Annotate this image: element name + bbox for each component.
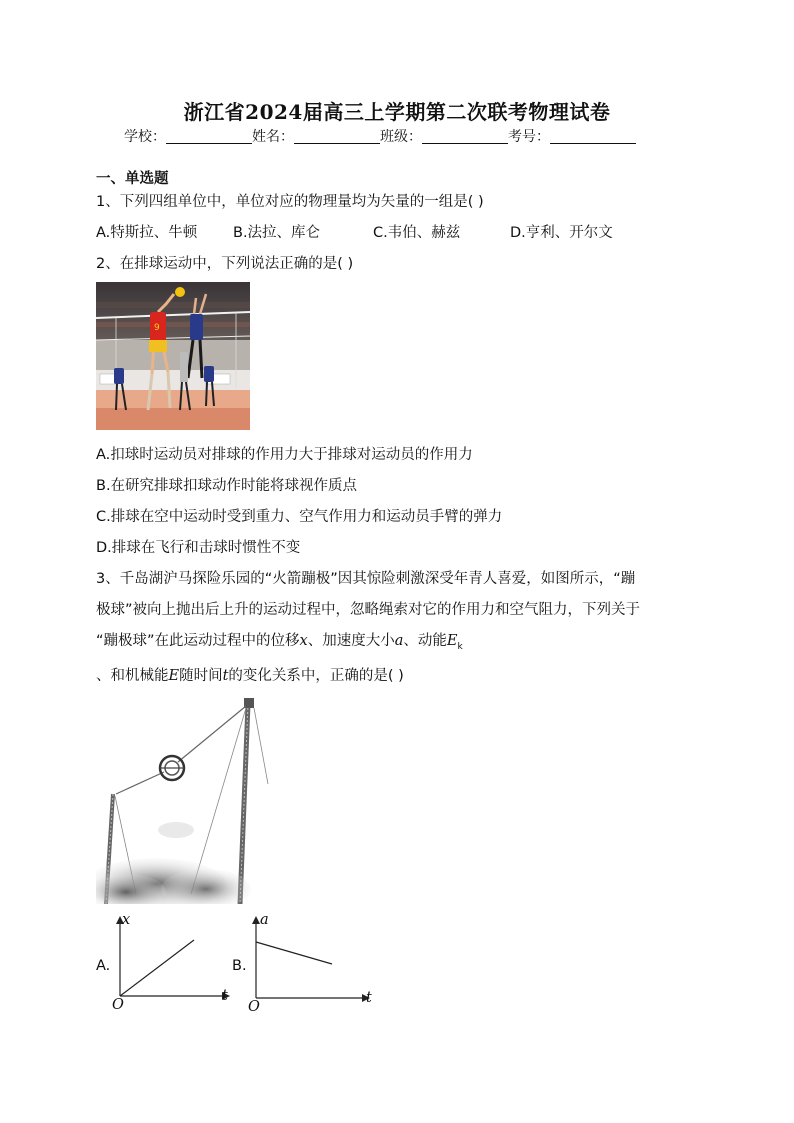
q2-option-d[interactable]: D.排球在飞行和击球时惯性不变	[96, 540, 301, 556]
var-x: x	[299, 633, 308, 649]
q3-stem-line4	[96, 664, 404, 685]
q1-option-b[interactable]: B.法拉、库仑	[233, 225, 321, 241]
section-heading: 一、单选题	[96, 171, 169, 187]
var-t: t	[222, 668, 229, 684]
student-info-row	[124, 126, 636, 146]
exam-no-blank[interactable]	[550, 129, 636, 144]
q3-stem-line2: 极球”被向上抛出后上升的运动过程中，忽略绳索对它的作用力和空气阻力，下列关于	[96, 602, 641, 618]
graph-b-origin: O	[248, 999, 260, 1015]
var-a: a	[394, 633, 404, 649]
q2-option-b[interactable]: B.在研究排球扣球动作时能将球视作质点	[96, 478, 358, 494]
q1-stem: 1、下列四组单位中，单位对应的物理量均为矢量的一组是( )	[96, 194, 484, 210]
q2-stem: 2、在排球运动中，下列说法正确的是( )	[96, 256, 354, 272]
var-ek-subscript: k	[457, 641, 463, 652]
q3-line3-text-a: “蹦极球”在此运动过程中的位移	[96, 633, 300, 649]
name-label: 姓名：	[252, 129, 294, 145]
q3-stem-line1: 3、千岛湖沪马探险乐园的“火箭蹦极”因其惊险刺激深受年青人喜爱，如图所示，“蹦	[96, 571, 636, 587]
school-blank[interactable]	[166, 129, 252, 144]
q1-option-d[interactable]: D.亨利、开尔文	[510, 225, 613, 241]
q3-line3-text-b: 、加速度大小	[307, 633, 395, 649]
q3-line4-text-c: 的变化关系中，正确的是( )	[228, 668, 404, 684]
class-label: 班级：	[380, 129, 422, 145]
svg-text:9: 9	[154, 323, 160, 333]
exam-title: 浙江省2024届高三上学期第二次联考物理试卷	[183, 100, 611, 124]
q3-line4-text-b: 随时间	[179, 668, 223, 684]
graph-b-option-label[interactable]: B.	[232, 958, 247, 974]
q1-options	[96, 221, 613, 242]
q3-stem-line3	[96, 629, 463, 652]
graph-a-option-label[interactable]: A.	[96, 958, 111, 974]
var-e: E	[168, 668, 180, 684]
graph-b-x-label: t	[366, 990, 372, 1006]
name-blank[interactable]	[294, 129, 380, 144]
volleyball-photo	[96, 282, 250, 430]
graph-a-origin: O	[112, 997, 124, 1013]
exam-no-label: 考号：	[508, 129, 550, 145]
q3-line4-text-a: 、和机械能	[96, 668, 169, 684]
q3-line3-text-c: 、动能	[403, 633, 447, 649]
school-label: 学校：	[124, 129, 166, 145]
var-ek: E	[446, 633, 458, 649]
rocket-bungee-photo	[96, 694, 276, 904]
class-blank[interactable]	[422, 129, 508, 144]
graph-a-y-label: x	[122, 912, 131, 928]
q1-option-c[interactable]: C.韦伯、赫兹	[373, 225, 461, 241]
q1-option-a[interactable]: A.特斯拉、牛顿	[96, 225, 198, 241]
graph-a-x-label: t	[222, 988, 228, 1004]
q2-option-c[interactable]: C.排球在空中运动时受到重力、空气作用力和运动员手臂的弹力	[96, 509, 503, 525]
q2-option-a[interactable]: A.扣球时运动员对排球的作用力大于排球对运动员的作用力	[96, 447, 473, 463]
graph-b-y-label: a	[260, 912, 269, 928]
